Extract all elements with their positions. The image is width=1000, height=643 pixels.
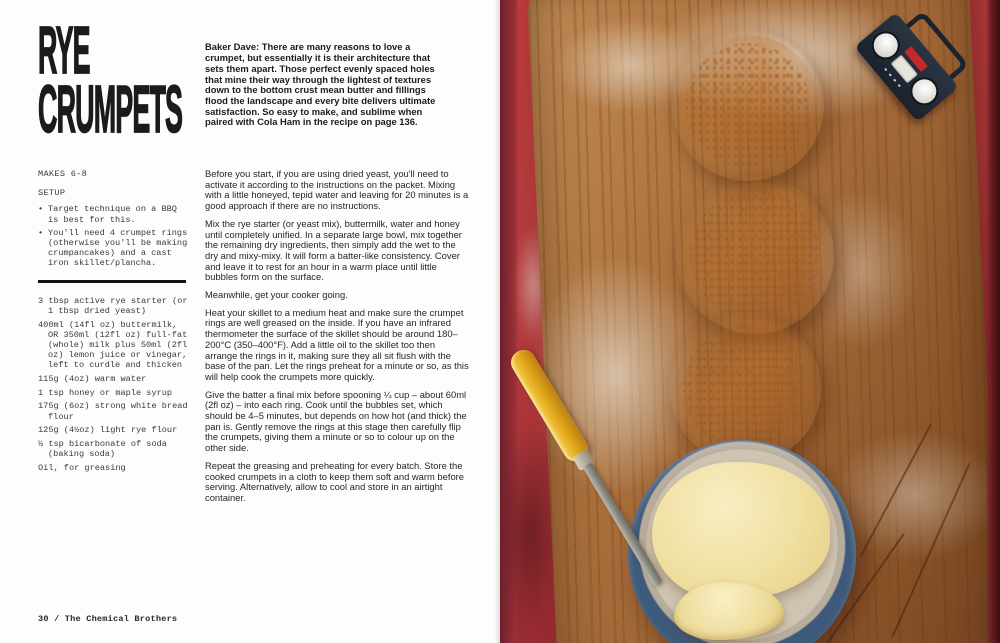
intro-paragraph: Baker Dave: There are many reasons to love a crumpet, but essentially it is their architecture that sets them apart. Those perfect evenly spaced holes that mine their way through the lightest of textures down to the bottom crust mean butter and fillings flood the landscape and every bite delivers ultimate satisfaction. So easy to make, and sublime when paired with Cola Ham in the recipe on page 136. bbox=[205, 41, 436, 128]
method-paragraph: Meanwhile, get your cooker going. bbox=[205, 289, 348, 301]
method-paragraph: Give the batter a final mix before spooning ¼ cup – about 60ml (2fl oz) – into each ring. Cook until the bubbles set, which should be 4–5 minutes, but depends on how hot (and thick) the pan is. Gently remove the rings at this stage then carefully flip the crumpets, giving them a minute or so to colour up on the other side. bbox=[205, 388, 467, 454]
method-paragraph: Mix the rye starter (or yeast mix), buttermilk, water and honey until completely unified. In a separate large bowl, mix together the remaining dry ingredients, then simply add the wet to the dry and mixy-mixy. It will form a batter-like consistency. Cover and leave it to rest for an hour in a warm place until little bubbles form on the surface. bbox=[205, 217, 462, 283]
recipe-title-line2: CRUMPETS bbox=[38, 71, 183, 147]
ingredient-item: 115g (4oz) warm water bbox=[38, 374, 147, 385]
setup-item bbox=[38, 204, 190, 224]
method-column bbox=[205, 169, 469, 511]
recipe-title-line1: RYE bbox=[38, 12, 90, 88]
setup-heading: SETUP bbox=[38, 188, 66, 199]
ingredient-item: 125g (4½oz) light rye flour bbox=[38, 425, 178, 436]
ingredients-list bbox=[38, 296, 190, 474]
ingredient-item: 400ml (14fl oz) buttermilk, OR 350ml (12fl oz) full-fat (whole) milk plus 50ml (2fl oz) lemon juice or vinegar, left to curdle and thicken bbox=[38, 319, 188, 371]
crumpet-middle bbox=[676, 176, 834, 334]
ingredient-item: 175g (6oz) strong white bread flour bbox=[38, 401, 188, 422]
method-paragraph: Heat your skillet to a medium heat and make sure the crumpet rings are well greased on the inside. If you have an infrared thermometer the surface of the skillet should be around 180–200°C (350–400°F). Add a little oil to the skillet too then arrange the rings in it, making sure they all sit flush with the base of the pan. Let the rings preheat for a minute or so, as this will help cook the crumpets more quickly. bbox=[205, 306, 469, 382]
method-paragraph: Before you start, if you are using dried yeast, you'll need to activate it according to the instructions on the packet. Mixing with a little honeyed, tepid water and leaving for 20 minutes is a good approach if there are no instructions. bbox=[205, 168, 469, 212]
ingredient-item: Oil, for greasing bbox=[38, 462, 126, 473]
recipe-sidebar bbox=[38, 169, 190, 477]
ingredient-item: 1 tsp honey or maple syrup bbox=[38, 387, 173, 398]
photo-page bbox=[500, 0, 1000, 643]
setup-item bbox=[38, 228, 190, 269]
crumpet-top bbox=[672, 29, 824, 181]
divider-rule bbox=[38, 280, 186, 283]
setup-list bbox=[38, 204, 190, 268]
red-backdrop-right-edge bbox=[986, 0, 1000, 643]
bullet-glyph: • bbox=[38, 227, 44, 238]
page-gutter bbox=[494, 0, 500, 643]
ingredient-item: 3 tbsp active rye starter (or 1 tbsp dried yeast) bbox=[38, 295, 188, 316]
butter bbox=[652, 462, 830, 600]
ingredient-item: ½ tsp bicarbonate of soda (baking soda) bbox=[38, 439, 167, 460]
makes-label: MAKES 6-8 bbox=[38, 169, 88, 179]
setup-item-text: You'll need 4 crumpet rings (otherwise you'll be making crumpancakes) and a cast iron skillet/plancha. bbox=[48, 227, 188, 269]
setup-item-text: Target technique on a BBQ is best for this. bbox=[48, 204, 177, 225]
bullet-glyph: • bbox=[38, 204, 44, 215]
page-number-footer: 30 / The Chemical Brothers bbox=[38, 613, 178, 624]
method-paragraph: Repeat the greasing and preheating for every batch. Store the cooked crumpets in a cloth to keep them soft and warm before serving. Alternatively, allow to cool and store in an airtight container. bbox=[205, 459, 464, 503]
